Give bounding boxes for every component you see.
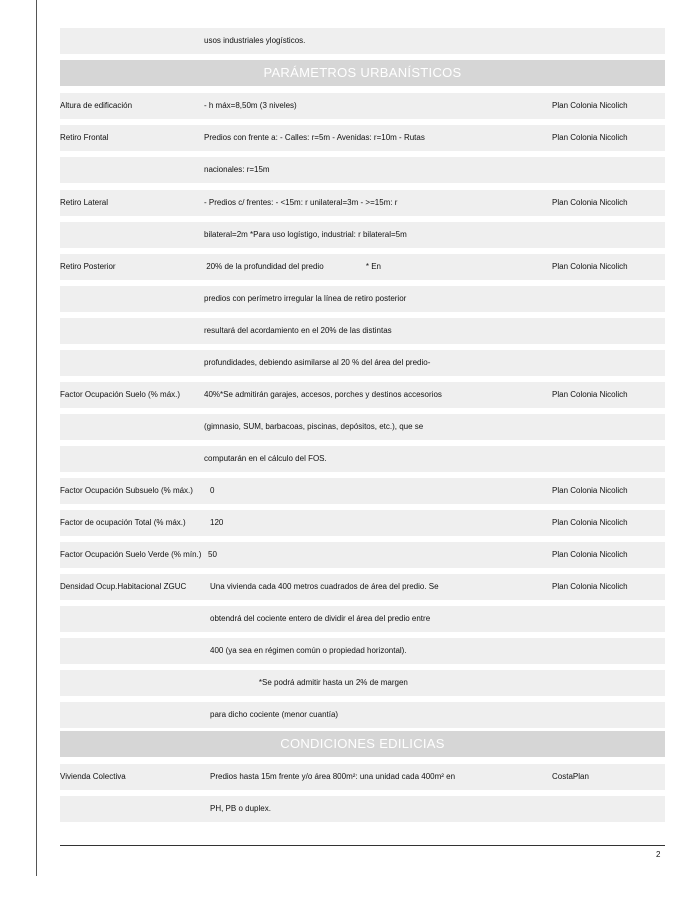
row-label: Densidad Ocup.Habitacional ZGUC — [60, 582, 187, 591]
row-source: Plan Colonia Nicolich — [552, 486, 628, 495]
table-row — [60, 254, 665, 280]
table-row — [60, 190, 665, 216]
table-row — [60, 125, 665, 151]
page-number: 2 — [656, 850, 661, 859]
row-value: Una vivienda cada 400 metros cuadrados de área del predio. Se — [210, 582, 439, 591]
row-value: 50 — [208, 550, 217, 559]
row-value: predios con perímetro irregular la línea de retiro posterior — [204, 294, 407, 303]
table-row — [60, 702, 665, 728]
row-source: Plan Colonia Nicolich — [552, 262, 628, 271]
table-row — [60, 414, 665, 440]
table-row — [60, 670, 665, 696]
row-value: 40%*Se admitirán garajes, accesos, porches y destinos accesorios — [204, 390, 442, 399]
table-row — [60, 446, 665, 472]
table-row — [60, 574, 665, 600]
row-label: Factor Ocupación Suelo (% máx.) — [60, 390, 181, 399]
row-value: *Se podrá admitir hasta un 2% de margen — [210, 678, 408, 687]
section-header-condiciones-edilicias: CONDICIONES EDILICIAS — [60, 731, 665, 757]
row-label: Factor de ocupación Total (% máx.) — [60, 518, 186, 527]
row-value: (gimnasio, SUM, barbacoas, piscinas, depósitos, etc.), que se — [204, 422, 424, 431]
table-row — [60, 606, 665, 632]
row-value: Predios hasta 15m frente y/o área 800m²: una unidad cada 400m² en — [210, 772, 456, 781]
table-row — [60, 478, 665, 504]
table-row — [60, 350, 665, 376]
footer-divider — [60, 845, 665, 846]
table-row — [60, 510, 665, 536]
row-value: 400 (ya sea en régimen común o propiedad horizontal). — [210, 646, 407, 655]
row-value: - h máx=8,50m (3 niveles) — [204, 101, 297, 110]
table-row — [60, 286, 665, 312]
row-source: Plan Colonia Nicolich — [552, 582, 628, 591]
row-source: Plan Colonia Nicolich — [552, 518, 628, 527]
row-value: profundidades, debiendo asimilarse al 20 % del área del predio- — [204, 358, 431, 367]
table-row — [60, 382, 665, 408]
left-margin-line — [36, 0, 37, 876]
row-label: Factor Ocupación Subsuelo (% máx.) — [60, 486, 193, 495]
row-value: computarán en el cálculo del FOS. — [204, 454, 327, 463]
table-row — [60, 796, 665, 822]
row-source: Plan Colonia Nicolich — [552, 390, 628, 399]
table-row — [60, 222, 665, 248]
row-value: bilateral=2m *Para uso logístigo, industrial: r bilateral=5m — [204, 230, 407, 239]
row-label: Factor Ocupación Suelo Verde (% mín.) — [60, 550, 202, 559]
table-row — [60, 28, 665, 54]
table-row — [60, 764, 665, 790]
row-value: para dicho cociente (menor cuantía) — [210, 710, 339, 719]
row-value: - Predios c/ frentes: - <15m: r unilateral=3m - >=15m: r — [204, 198, 398, 207]
row-value: Predios con frente a: - Calles: r=5m - Avenidas: r=10m - Rutas — [204, 133, 425, 142]
row-value: 120 — [210, 518, 224, 527]
row-value: resultará del acordamiento en el 20% de las distintas — [204, 326, 392, 335]
row-value: PH, PB o duplex. — [210, 804, 271, 813]
row-value: nacionales: r=15m — [204, 165, 270, 174]
row-source: Plan Colonia Nicolich — [552, 133, 628, 142]
row-value: obtendrá del cociente entero de dividir el área del predio entre — [210, 614, 431, 623]
row-value: 20% de la profundidad del predio * En — [204, 262, 381, 271]
table-row — [60, 542, 665, 568]
row-label: Vivienda Colectiva — [60, 772, 126, 781]
row-source: Plan Colonia Nicolich — [552, 198, 628, 207]
row-source: Plan Colonia Nicolich — [552, 101, 628, 110]
row-value: usos industriales ylogísticos. — [204, 36, 306, 45]
section-header-parametros-urbanisticos: PARÁMETROS URBANÍSTICOS — [60, 60, 665, 86]
row-label: Retiro Posterior — [60, 262, 116, 271]
table-row — [60, 318, 665, 344]
table-row — [60, 157, 665, 183]
row-label: Retiro Frontal — [60, 133, 109, 142]
table-row — [60, 638, 665, 664]
row-label: Retiro Lateral — [60, 198, 109, 207]
row-source: CostaPlan — [552, 772, 589, 781]
row-value: 0 — [210, 486, 215, 495]
row-label: Altura de edificación — [60, 101, 133, 110]
table-row — [60, 93, 665, 119]
row-source: Plan Colonia Nicolich — [552, 550, 628, 559]
